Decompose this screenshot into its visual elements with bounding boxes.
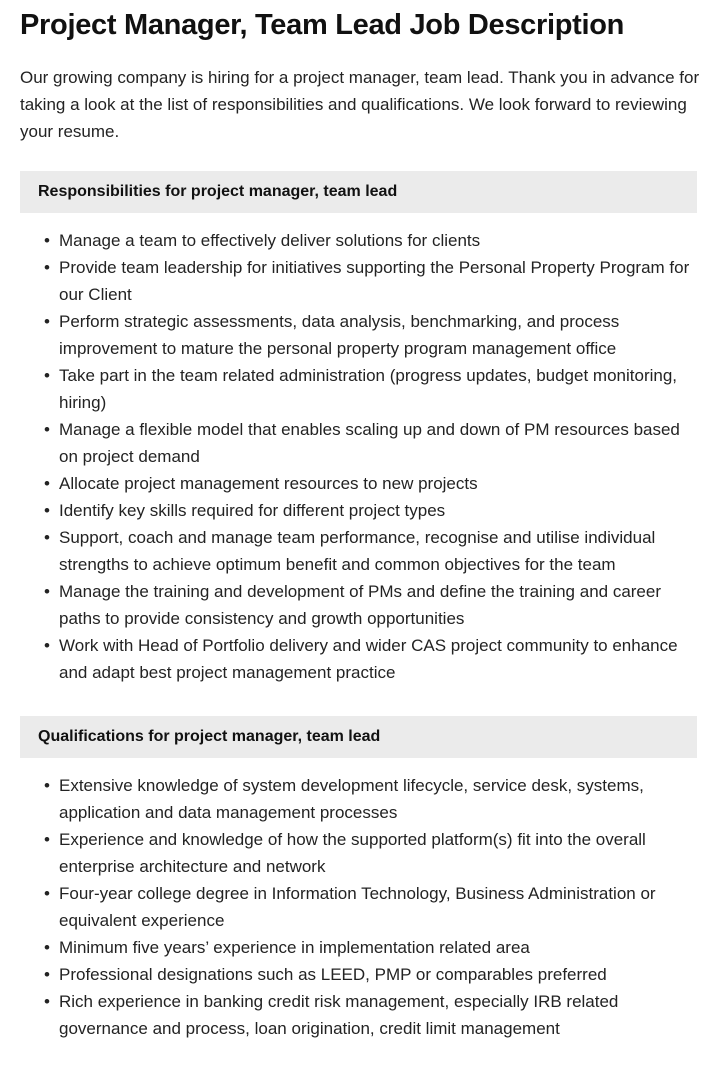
list-item: • Allocate project management resources to new projects — [20, 470, 700, 497]
intro-paragraph: Our growing company is hiring for a project manager, team lead. Thank you in advance for taking a look at the list of responsibilities and qualifications. We look forward to reviewing your resume. — [20, 68, 700, 141]
responsibilities-list — [20, 227, 700, 686]
qualifications-section — [20, 716, 700, 1042]
list-item: • Manage a team to effectively deliver solutions for clients — [20, 227, 700, 254]
list-item: • Rich experience in banking credit risk management, especially IRB related governance and process, loan origination, credit limit management — [20, 988, 700, 1042]
list-item: • Manage a flexible model that enables scaling up and down of PM resources based on project demand — [20, 416, 700, 470]
responsibilities-section-header: Responsibilities for project manager, team lead — [20, 171, 697, 213]
list-item: • Take part in the team related administration (progress updates, budget monitoring, hiring) — [20, 362, 700, 416]
page-title: Project Manager, Team Lead Job Description — [20, 9, 625, 41]
job-description-page — [0, 6, 720, 1052]
list-item: • Manage the training and development of PMs and define the training and career paths to provide consistency and growth opportunities — [20, 578, 700, 632]
list-item: • Experience and knowledge of how the supported platform(s) fit into the overall enterprise architecture and network — [20, 826, 700, 880]
list-item: • Professional designations such as LEED, PMP or comparables preferred — [20, 961, 700, 988]
list-item: • Work with Head of Portfolio delivery and wider CAS project community to enhance and adapt best project management practice — [20, 632, 700, 686]
list-item: • Support, coach and manage team performance, recognise and utilise individual strengths to achieve optimum benefit and common objectives for the team — [20, 524, 700, 578]
list-item: • Minimum five years’ experience in implementation related area — [20, 934, 700, 961]
qualifications-list — [20, 772, 700, 1042]
list-item: • Identify key skills required for different project types — [20, 497, 700, 524]
list-item: • Extensive knowledge of system development lifecycle, service desk, systems, application and data management processes — [20, 772, 700, 826]
list-item: • Four-year college degree in Information Technology, Business Administration or equivalent experience — [20, 880, 700, 934]
list-item: • Provide team leadership for initiatives supporting the Personal Property Program for our Client — [20, 254, 700, 308]
responsibilities-section — [20, 171, 700, 686]
qualifications-section-header: Qualifications for project manager, team lead — [20, 716, 697, 758]
list-item: • Perform strategic assessments, data analysis, benchmarking, and process improvement to mature the personal property program management office — [20, 308, 700, 362]
